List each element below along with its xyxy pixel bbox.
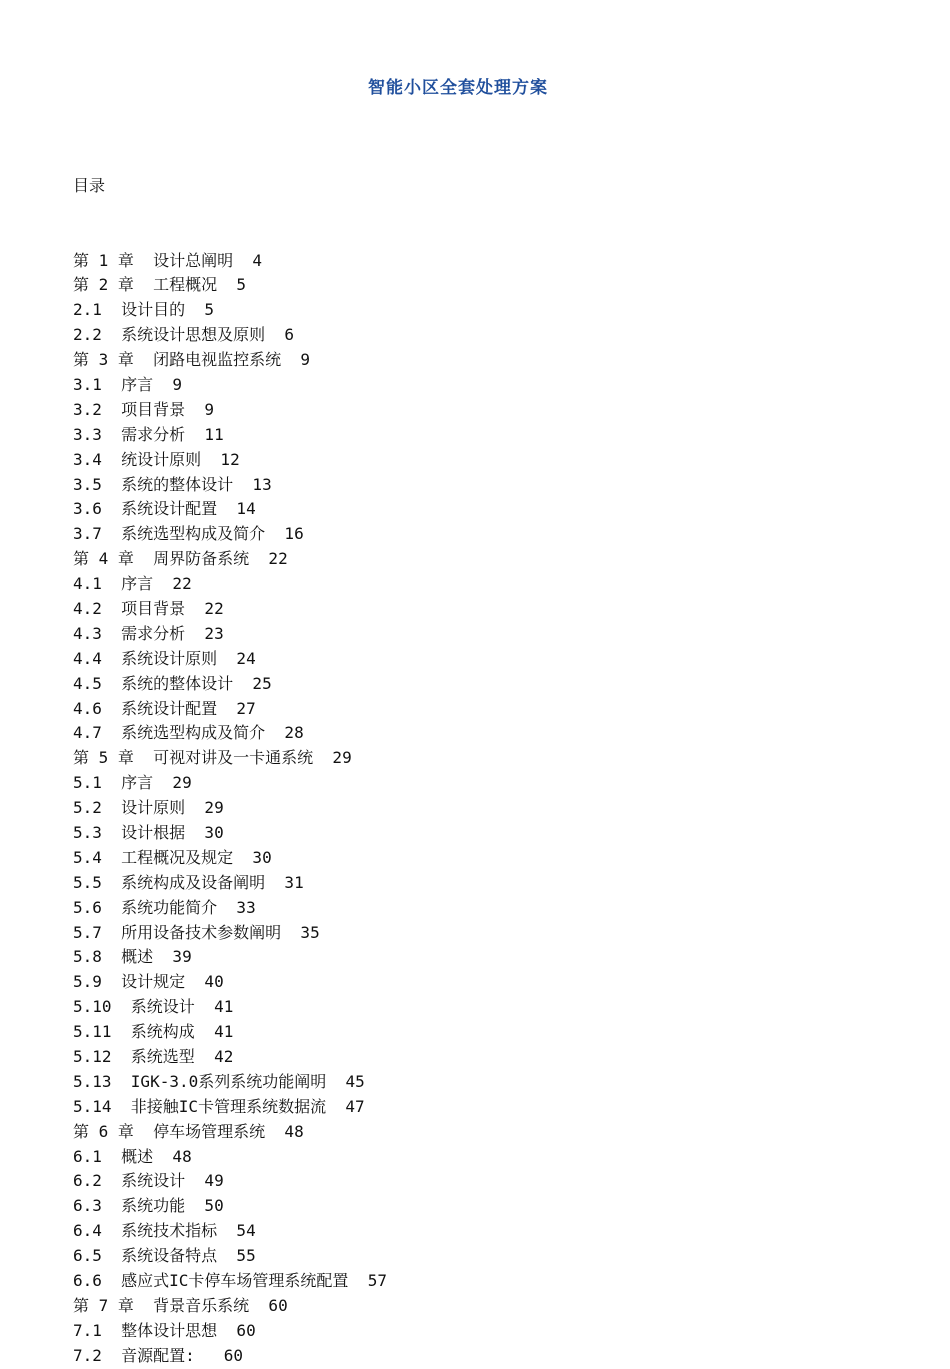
toc-entry: 5.2 设计原则 29 bbox=[73, 798, 224, 818]
toc-heading: 目录 bbox=[73, 175, 106, 195]
toc-entry: 第 1 章 设计总阐明 4 bbox=[73, 250, 263, 270]
toc-entry: 第 5 章 可视对讲及一卡通系统 29 bbox=[73, 748, 352, 768]
toc-entry: 第 3 章 闭路电视监控系统 9 bbox=[73, 350, 311, 370]
toc-entry: 5.6 系统功能简介 33 bbox=[73, 897, 256, 917]
toc-entry: 3.3 需求分析 11 bbox=[73, 424, 224, 444]
toc-entry: 5.8 概述 39 bbox=[73, 947, 192, 967]
toc-entry: 3.6 系统设计配置 14 bbox=[73, 499, 256, 519]
toc-entry: 3.4 统设计原则 12 bbox=[73, 449, 240, 469]
document-title: 智能小区全套处理方案 bbox=[368, 78, 548, 98]
toc-entry: 3.1 序言 9 bbox=[73, 374, 183, 394]
table-of-contents bbox=[73, 124, 893, 1369]
toc-entry: 3.5 系统的整体设计 13 bbox=[73, 474, 272, 494]
toc-entry: 2.2 系统设计思想及原则 6 bbox=[73, 325, 295, 345]
toc-entry: 第 2 章 工程概况 5 bbox=[73, 275, 247, 295]
toc-entry: 6.2 系统设计 49 bbox=[73, 1171, 224, 1191]
toc-entry: 5.14 非接触IC卡管理系统数据流 47 bbox=[73, 1096, 365, 1116]
toc-entry: 5.11 系统构成 41 bbox=[73, 1022, 234, 1042]
toc-entry: 7.1 整体设计思想 60 bbox=[73, 1320, 256, 1340]
toc-entry: 第 4 章 周界防备系统 22 bbox=[73, 549, 288, 569]
toc-entry: 6.3 系统功能 50 bbox=[73, 1196, 224, 1216]
toc-entry: 5.7 所用设备技术参数阐明 35 bbox=[73, 922, 320, 942]
toc-entry: 第 6 章 停车场管理系统 48 bbox=[73, 1121, 304, 1141]
toc-entry: 4.2 项目背景 22 bbox=[73, 598, 224, 618]
toc-entry: 3.7 系统选型构成及简介 16 bbox=[73, 524, 304, 544]
toc-entry: 5.1 序言 29 bbox=[73, 773, 192, 793]
toc-entry: 5.9 设计规定 40 bbox=[73, 972, 224, 992]
toc-entry: 4.4 系统设计原则 24 bbox=[73, 648, 256, 668]
toc-entry: 5.5 系统构成及设备阐明 31 bbox=[73, 872, 304, 892]
toc-entry: 2.1 设计目的 5 bbox=[73, 300, 215, 320]
toc-entry: 4.7 系统选型构成及简介 28 bbox=[73, 723, 304, 743]
toc-entry: 5.4 工程概况及规定 30 bbox=[73, 847, 272, 867]
toc-entry: 4.6 系统设计配置 27 bbox=[73, 698, 256, 718]
toc-entry: 6.5 系统设备特点 55 bbox=[73, 1246, 256, 1266]
toc-entry: 3.2 项目背景 9 bbox=[73, 399, 215, 419]
toc-entry: 5.10 系统设计 41 bbox=[73, 997, 234, 1017]
toc-entry: 第 7 章 背景音乐系统 60 bbox=[73, 1295, 288, 1315]
toc-entry: 5.12 系统选型 42 bbox=[73, 1047, 234, 1067]
toc-entry: 7.2 音源配置: 60 bbox=[73, 1345, 243, 1365]
toc-entry: 4.1 序言 22 bbox=[73, 574, 192, 594]
toc-entry: 5.3 设计根据 30 bbox=[73, 823, 224, 842]
toc-entry: 6.1 概述 48 bbox=[73, 1146, 192, 1166]
toc-entry: 4.5 系统的整体设计 25 bbox=[73, 673, 272, 693]
toc-entry: 6.4 系统技术指标 54 bbox=[73, 1221, 256, 1241]
toc-entry: 4.3 需求分析 23 bbox=[73, 623, 224, 643]
toc-entry: 6.6 感应式IC卡停车场管理系统配置 57 bbox=[73, 1271, 387, 1291]
toc-entry: 5.13 IGK-3.0系列系统功能阐明 45 bbox=[73, 1071, 365, 1091]
